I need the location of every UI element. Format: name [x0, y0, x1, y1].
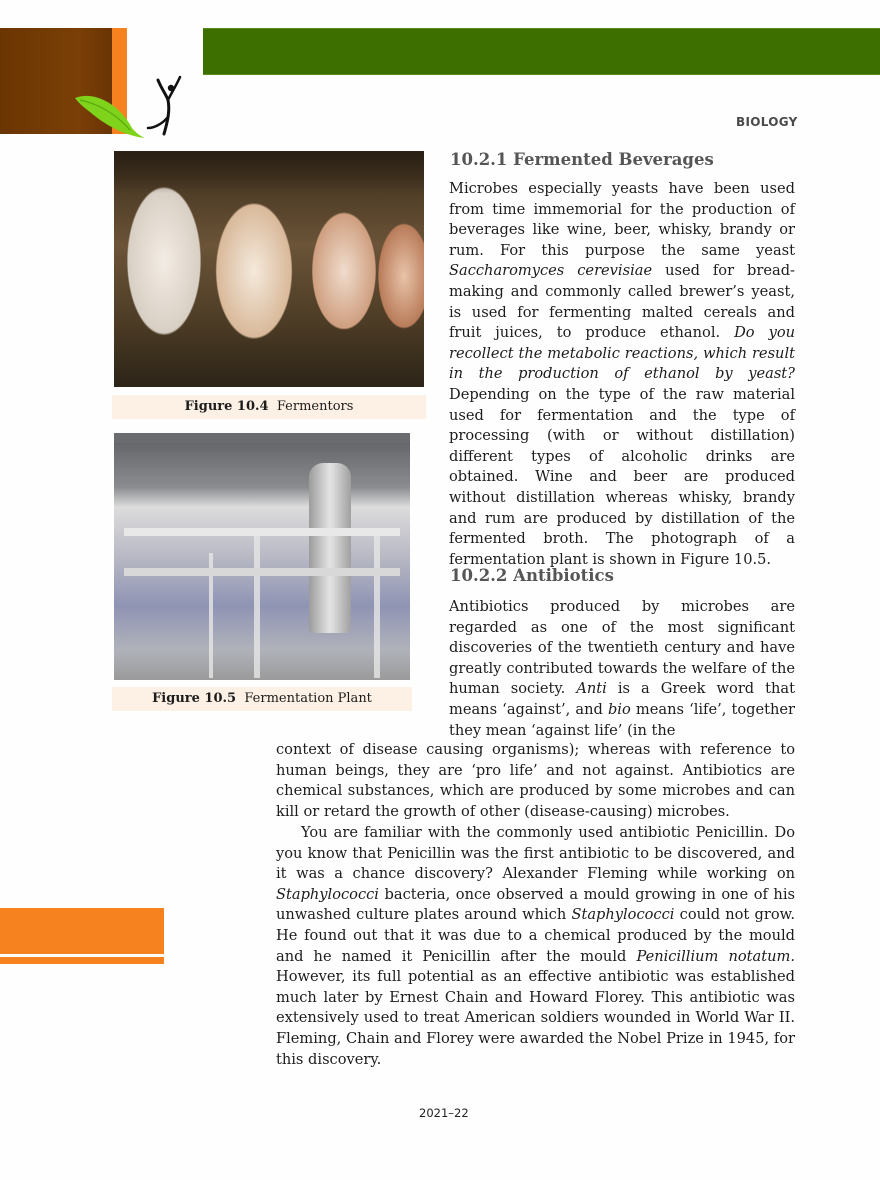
- paragraph: [276, 740, 795, 822]
- body-text: context of disease causing organisms); whereas with reference to human beings, they are ‘pro life’ and not against. Antibiotics are chemical substances, which are produced by some microbes and can kill or retard the growth of other (disease-causing) microbes.: [276, 741, 795, 820]
- italic-text: Penicillium notatum.: [636, 947, 795, 965]
- body-text: You are familiar with the commonly used antibiotic Penicillin. Do you know that Penicillin was the first antibiotic to be discovered, and it was a chance discovery? Alexander Fleming while working on: [276, 824, 795, 883]
- section-heading: 10.2.2 Antibiotics: [450, 566, 614, 585]
- body-text: Depending on the type of the raw material used for fermentation and the type of processing (with or without distillation) different types of alcoholic drinks are obtained. Wine and beer are produced without distillation whereas whisky, brandy and rum are produced by distillation of the fermented broth. The photograph of a fermentation plant is shown in Figure 10.5.: [449, 385, 795, 568]
- body-text: is a Greek word that means ‘against’, and: [449, 680, 796, 718]
- photo-fermentors: [114, 151, 424, 387]
- italic-text: Staphylococci: [276, 885, 379, 903]
- body-text: Microbes especially yeasts have been used from time immemorial for the production of beverages like wine, beer, whisky, brandy or rum. For this purpose the same yeast: [449, 180, 795, 259]
- italic-text: Do you recollect the metabolic reactions, which result in the production of ethanol by yeast?: [449, 324, 795, 383]
- margin-orange-rule: [0, 957, 164, 964]
- figure-title: Fermentors: [276, 399, 354, 414]
- figure-label: Figure 10.4: [184, 399, 269, 414]
- paragraph: [449, 597, 795, 741]
- paragraph: [449, 179, 795, 570]
- body-text: could not grow. He found out that it was due to a chemical produced by the mould and he named it Penicillin after the mould: [276, 906, 796, 965]
- italic-text: Staphylococci: [571, 906, 675, 924]
- section-heading: 10.2.1 Fermented Beverages: [450, 150, 714, 169]
- body-text: used for bread-making and commonly called brewer’s yeast, is used for fermenting malted cereals and fruit juices, to produce ethanol.: [449, 262, 795, 342]
- italic-text: bio: [607, 700, 631, 718]
- body-text: means ‘life’, together they mean ‘against life’ (in the: [449, 700, 795, 739]
- leaf-figure-logo-icon: [70, 70, 200, 140]
- figure-label: Figure 10.5: [152, 691, 237, 706]
- body-text: Antibiotics produced by microbes are regarded as one of the most significant discoveries of the twentieth century and have greatly contributed towards the welfare of the human society.: [449, 598, 795, 698]
- figure-caption: [112, 395, 426, 419]
- body-text: bacteria, once observed a mould growing in one of his unwashed culture plates around which: [276, 885, 795, 924]
- running-head: BIOLOGY: [736, 115, 798, 129]
- figure-title: Fermentation Plant: [244, 691, 372, 706]
- paragraph: [276, 823, 795, 1070]
- body-text: However, its full potential as an effective antibiotic was established much later by Ernest Chain and Howard Florey. This antibiotic was extensively used to treat American soldiers wounded in World War II. Fleming, Chain and Florey were awarded the Nobel Prize in 1945, for this discovery.: [276, 968, 795, 1068]
- footer-year: 2021–22: [419, 1106, 469, 1120]
- photo-fermentation-plant: [114, 433, 410, 680]
- italic-text: Saccharomyces cerevisiae: [449, 262, 653, 280]
- header-green-bar: [203, 28, 880, 75]
- italic-text: Anti: [576, 680, 607, 698]
- figure-caption: [112, 687, 412, 711]
- margin-orange-bar: [0, 908, 164, 954]
